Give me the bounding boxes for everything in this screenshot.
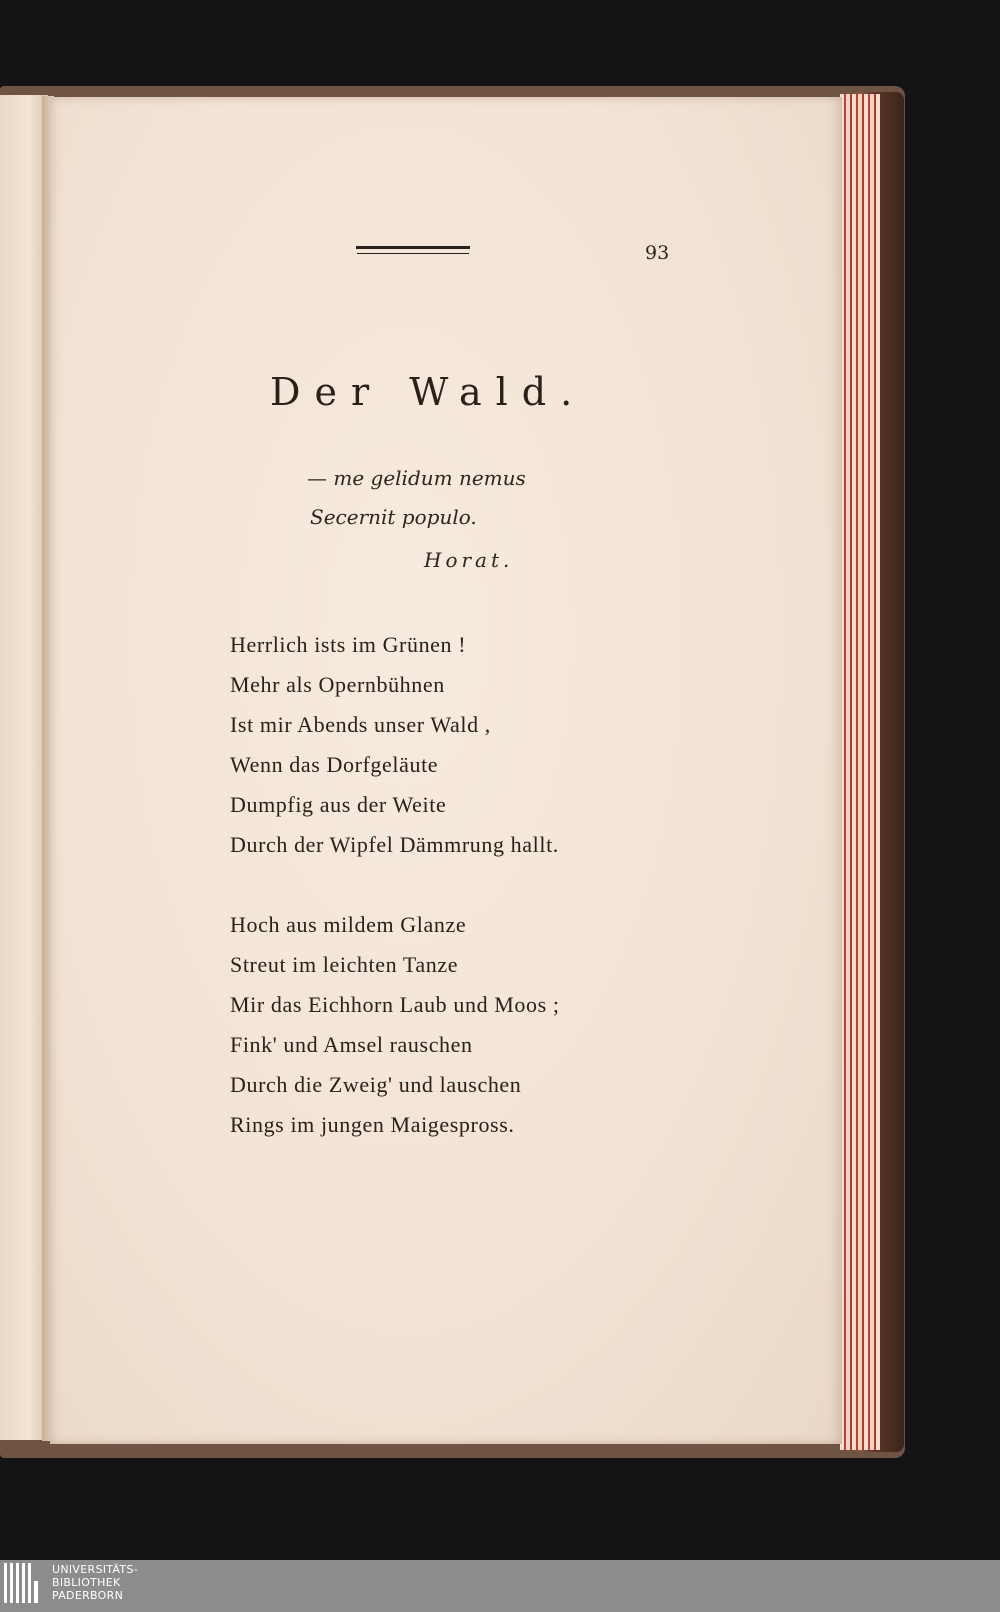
header-rule [356, 246, 470, 249]
logo-line: PADERBORN [52, 1589, 124, 1602]
epigraph-line-2: Secernit populo. [310, 505, 477, 529]
epigraph-author: Horat. [424, 548, 514, 572]
verse-line: Wenn das Dorfgeläute [230, 752, 439, 777]
logo-line: UNIVERSITÄTS- [52, 1563, 138, 1576]
poem-title: Der Wald. [270, 370, 587, 414]
epigraph-line-1: — me gelidum nemus [307, 466, 526, 490]
verse-line: Rings im jungen Maigespross. [230, 1112, 515, 1137]
verse-line: Fink' und Amsel rauschen [230, 1032, 473, 1057]
verse-line: Herrlich ists im Grünen ! [230, 632, 467, 657]
verse-line: Durch die Zweig' und lauschen [230, 1072, 522, 1097]
page-edges [840, 94, 880, 1450]
logo-line: BIBLIOTHEK [52, 1576, 121, 1589]
verse-line: Dumpfig aus der Weite [230, 792, 447, 817]
page-number: 93 [645, 242, 670, 264]
verse-line: Mehr als Opernbühnen [230, 672, 445, 697]
stanza-1 [230, 632, 559, 872]
verse-line: Hoch aus mildem Glanze [230, 912, 467, 937]
verse-line: Mir das Eichhorn Laub und Moos ; [230, 992, 560, 1017]
verse-line: Streut im leichten Tanze [230, 952, 459, 977]
stanza-2 [230, 912, 560, 1152]
library-footer-bar [0, 1560, 1000, 1612]
library-logo-icon [4, 1563, 46, 1607]
left-page-edge [0, 95, 48, 1440]
verse-line: Durch der Wipfel Dämmrung hallt. [230, 832, 559, 857]
verse-line: Ist mir Abends unser Wald , [230, 712, 491, 737]
library-logo-text [52, 1563, 138, 1602]
